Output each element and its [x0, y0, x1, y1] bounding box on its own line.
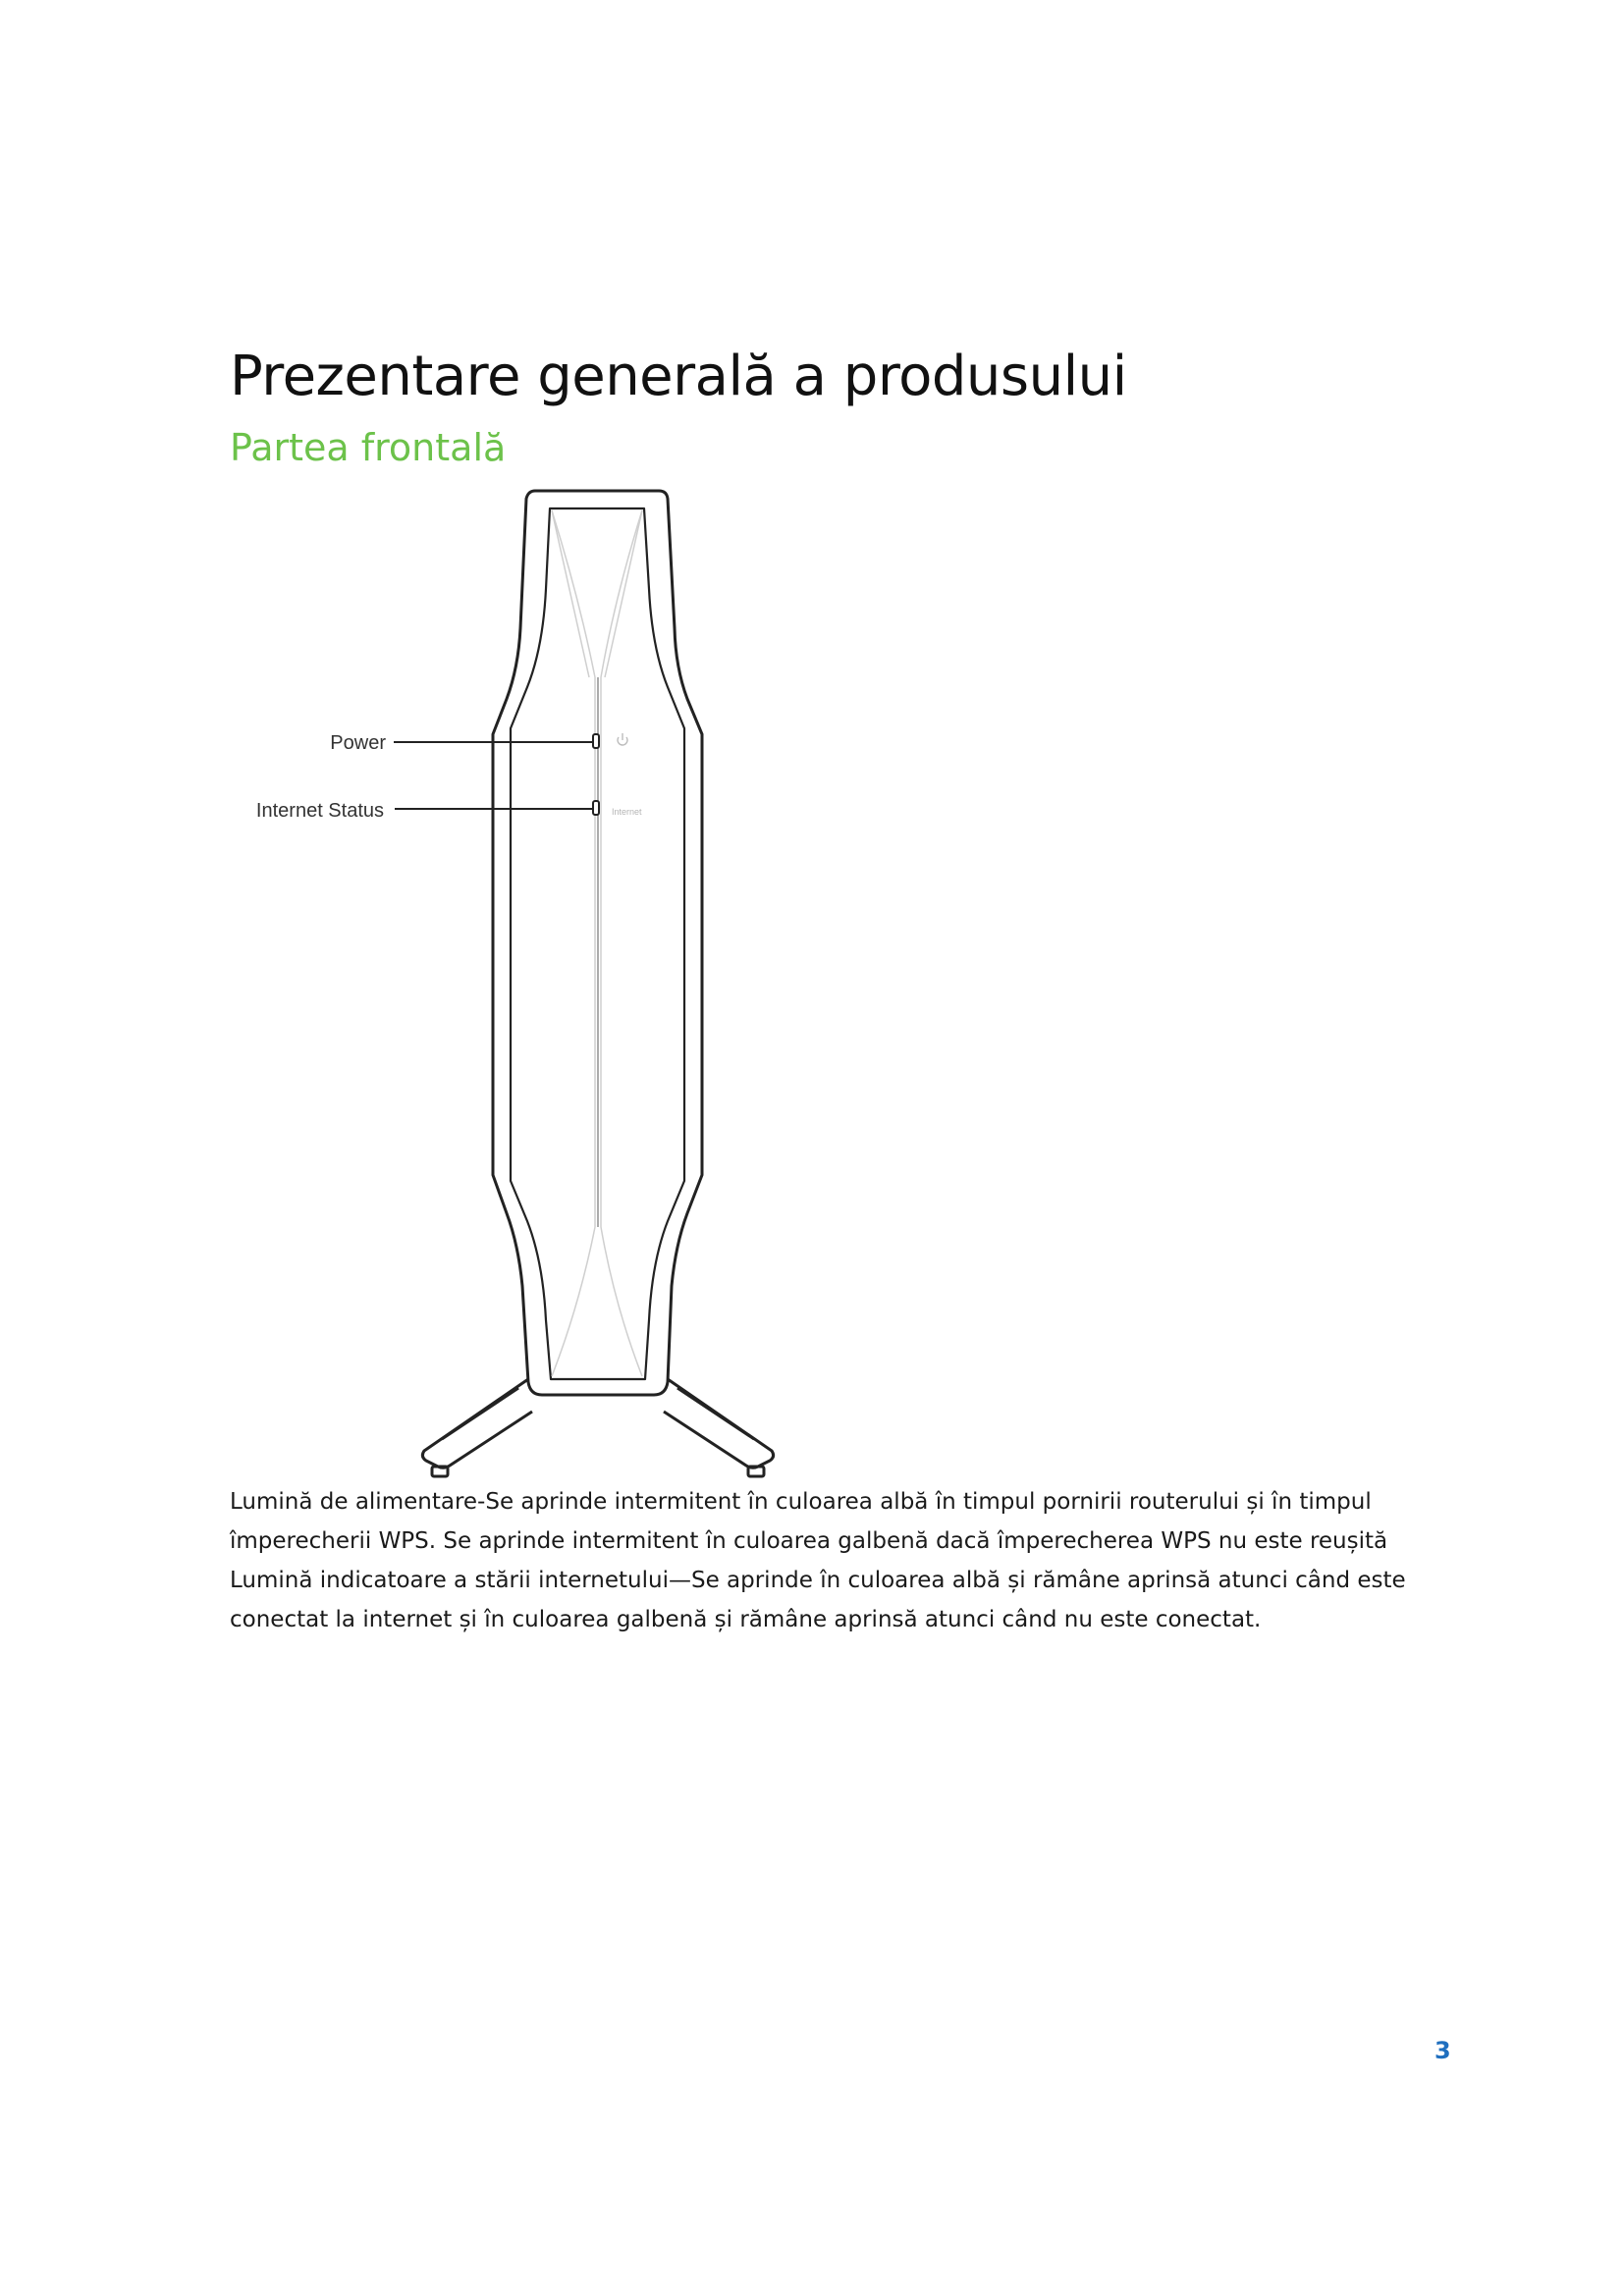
section-heading: Partea frontală: [230, 426, 507, 469]
internet-status-callout-label: Internet Status: [255, 800, 384, 822]
power-led: [593, 734, 599, 748]
device-internet-print: Internet: [612, 807, 642, 817]
router-facets: [552, 510, 642, 1376]
internet-light-line-2: conectat la internet și în culoarea galbenă și rămâne aprinsă atunci când nu este conectat.: [230, 1607, 1262, 1632]
power-light-line-1: Lumină de alimentare-Se aprinde intermitent în culoarea albă în timpul pornirii routerului și în timpul: [230, 1489, 1372, 1515]
led-description: [230, 1484, 1408, 1641]
page-title: Prezentare generală a produsului: [230, 345, 1127, 408]
internet-led: [593, 801, 599, 815]
power-icon: [618, 733, 627, 745]
power-callout-label: Power: [330, 732, 386, 754]
power-light-line-2: împerecherii WPS. Se aprinde intermitent în culoarea galbenă dacă împerecherea WPS nu este reușită: [230, 1528, 1388, 1554]
page-number: 3: [1435, 2037, 1451, 2064]
internet-light-line-1: Lumină indicatoare a stării internetului—Se aprinde în culoarea albă și rămâne aprinsă atunci când este: [230, 1568, 1406, 1593]
